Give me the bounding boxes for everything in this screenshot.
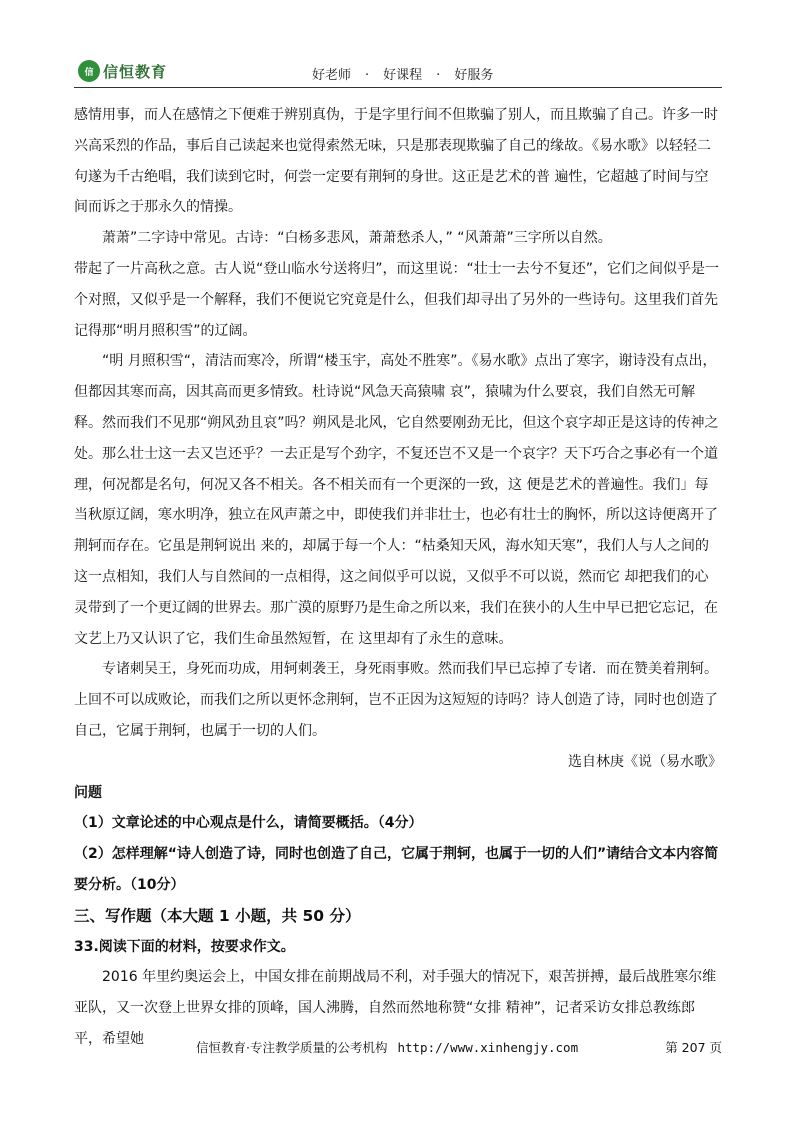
header-divider bbox=[74, 87, 722, 88]
question-33: 33.阅读下面的材料，按要求作文。 bbox=[74, 938, 295, 955]
tagline-item-course: 好课程 bbox=[383, 68, 423, 83]
question-1: （1）文章论述的中心观点是什么，请简要概括。（4分） bbox=[74, 815, 423, 832]
header-tagline bbox=[312, 64, 493, 83]
tagline-item-teacher: 好老师 bbox=[312, 68, 352, 83]
page-header bbox=[74, 58, 722, 90]
footer-url[interactable]: http://www.xinhengjy.com bbox=[397, 1040, 579, 1055]
question-heading: 问题 bbox=[74, 784, 102, 801]
tagline-separator: · bbox=[365, 68, 370, 83]
material-paragraph: 2016 年里约奥运会上，中国女排在前期战局不利，对手强大的情况下，艰苦拼搏，最后战胜寒尔维亚队，又一次登上世界女排的顶峰，国人沸腾，自然而然地称赞“女排 精神”，记者采访女排总教练郎平，希望她 bbox=[74, 969, 717, 1047]
document-body bbox=[74, 100, 722, 1055]
section-heading-writing: 三、写作题（本大题 1 小题，共 50 分） bbox=[74, 906, 361, 925]
source-citation: 选自林庚《说（易水歌》 bbox=[568, 753, 722, 770]
footer-org-text: 信恒教育·专注教学质量的公考机构 bbox=[196, 1040, 388, 1055]
logo-text: 信恒教育 bbox=[103, 62, 168, 81]
brand-logo bbox=[78, 60, 167, 82]
paragraph-5: 专诸刺吴王，身死而功成，用轲刺袭王，身死雨事败。然而我们早已忘掉了专诸．而在赞美着荆轲。上回不可以成败论，而我们之所以更怀念荆轲，岂不正因为这短短的诗吗？诗人创造了诗，同时也创造了自己，它属于荆轲，也属于一切的人们。 bbox=[74, 661, 718, 739]
tagline-item-service: 好服务 bbox=[454, 68, 494, 83]
paragraph-4: “明 月照积雪“，清洁而寒冷，所谓“楼玉宇，高处不胜寒”。《易水歌》点出了寒字，谢诗没有点出，但都因其寒而高，因其高而更多情致。杜诗说“风急天高猿啸 哀”，猿啸为什么要哀，我们自然无可解释。然而我们不见那“朔风劲且哀”吗？朔风是北风，它自然要刚劲无比，但这个哀字却正是这诗的传神之处。那么壮士这一去又岂还乎？一去正是写个劲字，不复还岂不又是一个哀字？天下巧合之事必有一个道理，何况都是名句，何况又各不相关。各不相关而有一个更深的一致，这 便是艺术的普遍性。我们」每当秋原辽阔，寒水明净，独立在风声萧之中，即使我们并非壮士，也必有壮士的胸怀，所以这诗便离开了荆轲而存在。它虽是荆轲说出 来的，却属于每一个人：“枯桑知天风，海水知天寒”，我们人与人之间的这一点相知，我们人与自然间的一点相得，这之间似乎可以说，又似乎不可以说，然而它 却把我们的心灵带到了一个更辽阔的世界去。那广漠的原野乃是生命之所以来，我们在狭小的人生中早已把它忘记，在文艺上乃又认识了它，我们生命虽然短暂，在 这里却有了永生的意味。 bbox=[74, 353, 719, 647]
page-number: 第 207 页 bbox=[665, 1040, 722, 1055]
tagline-separator: · bbox=[436, 68, 441, 83]
paragraph-2: 萧萧”二字诗中常见。古诗：“白杨多悲风，萧萧愁杀人，” “风萧萧”三字所以自然。 bbox=[102, 230, 612, 247]
footer-org bbox=[196, 1038, 578, 1056]
question-2: （2）怎样理解“诗人创造了诗，同时也创造了自己，它属于荆轲，也属于一切的人们”请结合文本内容简要分析。（10分） bbox=[74, 846, 719, 893]
logo-icon: 信 bbox=[78, 60, 100, 82]
paragraph-1: 感情用事，而人在感情之下便难于辨别真伪，于是字里行间不但欺骗了别人，而且欺骗了自己。许多一时兴高采烈的作品，事后自己读起来也觉得索然无味，只是那表现欺骗了自己的缘故。《易水歌》以轻轻二句遂为千古绝唱，我们读到它时，何尝一定要有荆轲的身世。这正是艺术的普 遍性，它超越了时间与空间而诉之于那永久的情操。 bbox=[74, 107, 718, 216]
paragraph-3: 带起了一片高秋之意。古人说“登山临水兮送将归”，而这里说：“壮士一去兮不复还”，它们之间似乎是一个对照，又似乎是一个解释，我们不便说它究竟是什么，但我们却寻出了另外的一些诗句。这里我们首先记得那“明月照积雪”的辽阔。 bbox=[74, 260, 720, 339]
